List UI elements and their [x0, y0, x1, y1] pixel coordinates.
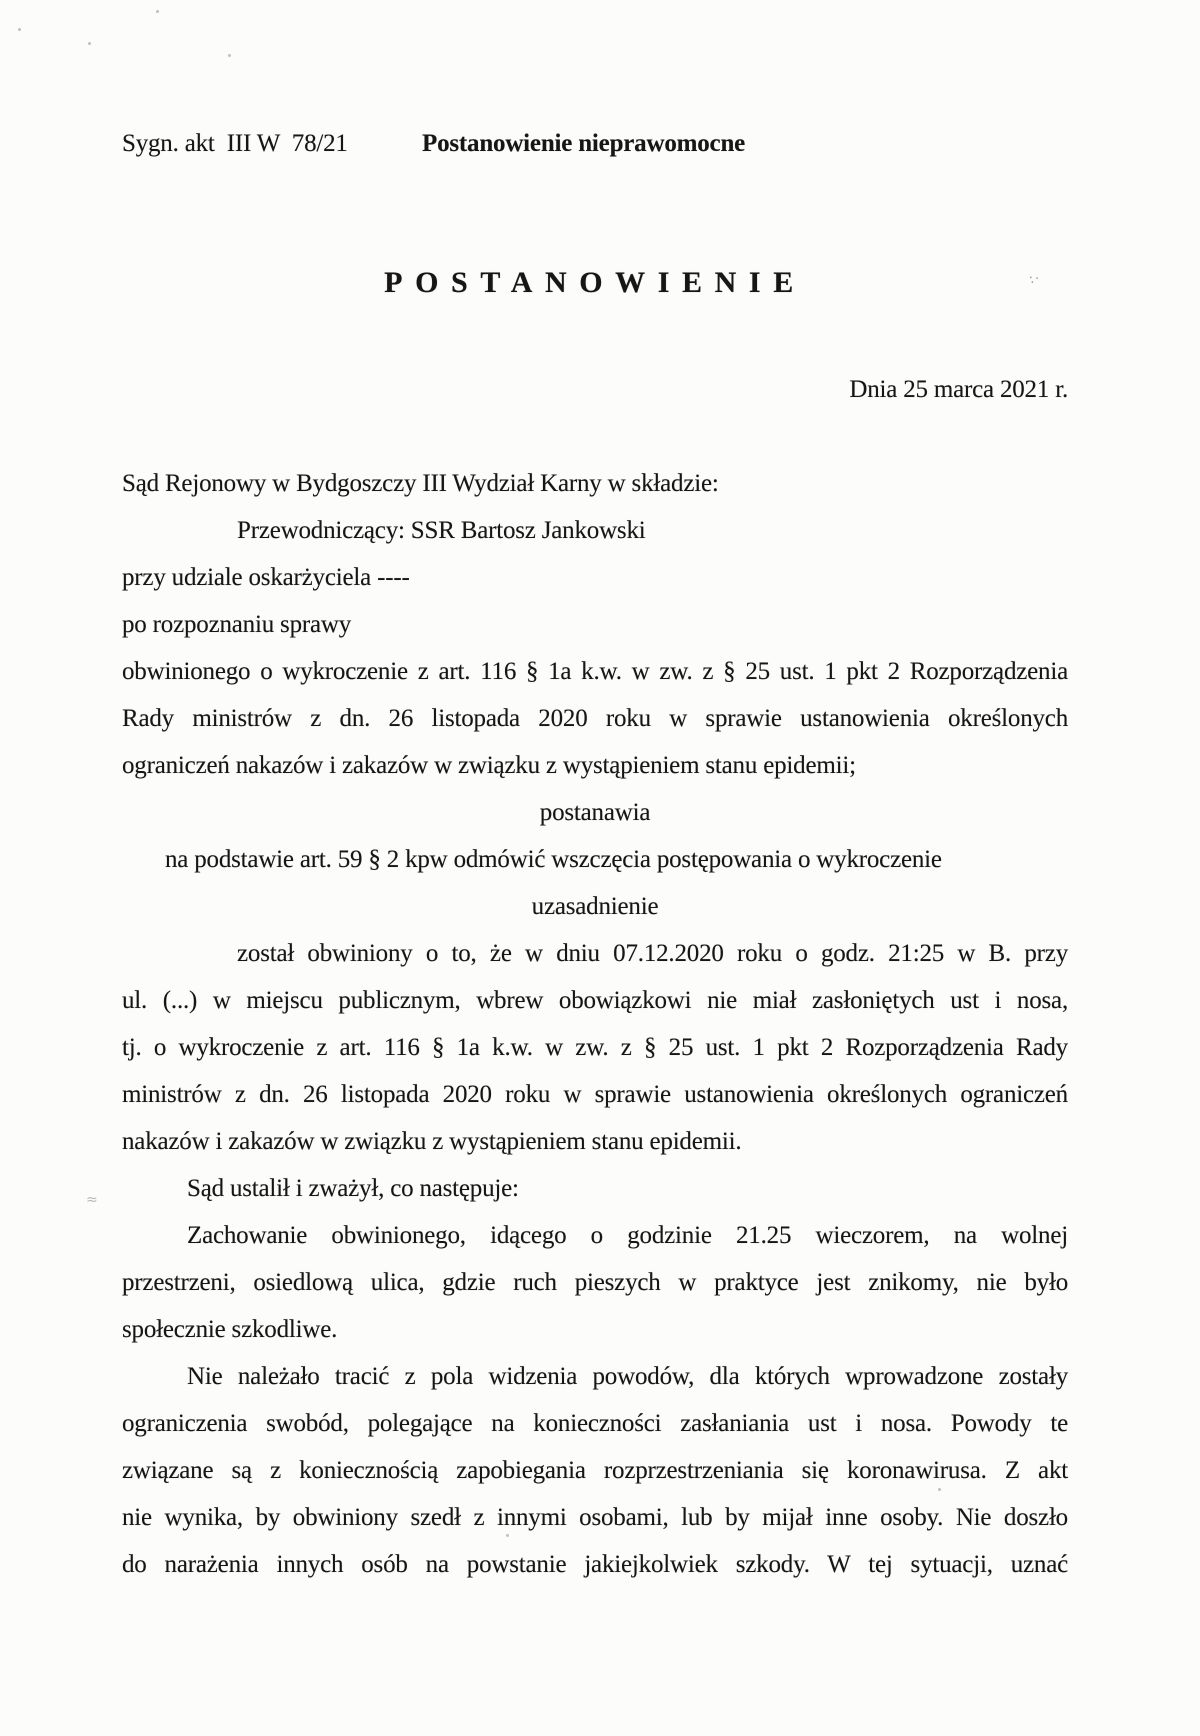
- text-line: Przewodniczący: SSR Bartosz Jankowski: [237, 517, 646, 544]
- text-line: nie wynika, by obwiniony szedł z innymi osobami, lub by mijał inne osoby. Nie doszło: [122, 1504, 1068, 1531]
- document-title: POSTANOWIENIE: [384, 266, 806, 299]
- text-line: został obwiniony o to, że w dniu 07.12.2020 roku o godz. 21:25 w B. przy: [237, 940, 1068, 967]
- text-line: związane są z koniecznością zapobiegania rozprzestrzeniania się koronawirusa. Z akt: [122, 1457, 1068, 1484]
- text-line: ministrów z dn. 26 listopada 2020 roku w sprawie ustanowienia określonych ograniczeń: [122, 1081, 1068, 1108]
- text-line: Rady ministrów z dn. 26 listopada 2020 roku w sprawie ustanowienia określonych: [122, 705, 1068, 732]
- text-line: ul. (...) w miejscu publicznym, wbrew obowiązkowi nie miał zasłoniętych ust i nosa,: [122, 987, 1068, 1014]
- case-number: Sygn. akt III W 78/21: [122, 130, 348, 157]
- text-line: przy udziale oskarżyciela ----: [122, 564, 410, 591]
- text-line: ograniczeń nakazów i zakazów w związku z wystąpieniem stanu epidemii;: [122, 752, 856, 779]
- scan-speck: [88, 42, 91, 45]
- title-line: [122, 259, 1068, 308]
- decision-status: Postanowienie nieprawomocne: [422, 130, 746, 157]
- text-line: Sąd ustalił i zważył, co następuje:: [187, 1175, 519, 1202]
- text-line: Zachowanie obwinionego, idącego o godzinie 21.25 wieczorem, na wolnej: [187, 1222, 1068, 1249]
- ruling-keyword-line: postanawia: [539, 799, 651, 826]
- scan-speck: [228, 54, 231, 57]
- date-line: Dnia 25 marca 2021 r.: [849, 376, 1068, 403]
- text-line: społecznie szkodliwe.: [122, 1316, 338, 1343]
- scan-squiggle: ≈: [86, 1192, 98, 1208]
- text-line: po rozpoznaniu sprawy: [122, 611, 352, 638]
- text-line: na podstawie art. 59 § 2 kpw odmówić wszczęcia postępowania o wykroczenie: [165, 846, 942, 873]
- text-line: do narażenia innych osób na powstanie jakiejkolwiek szkody. W tej sytuacji, uznać: [122, 1551, 1068, 1578]
- scan-smudge: ∶·: [1027, 270, 1044, 289]
- document-text-block: [122, 120, 1068, 1588]
- text-line: Nie należało tracić z pola widzenia powodów, dla których wprowadzone zostały: [187, 1363, 1068, 1390]
- justification-keyword-line: uzasadnienie: [531, 893, 659, 920]
- text-line: ograniczenia swobód, polegające na konieczności zasłaniania ust i nosa. Powody te: [122, 1410, 1068, 1437]
- text-line: tj. o wykroczenie z art. 116 § 1a k.w. w zw. z § 25 ust. 1 pkt 2 Rozporządzenia Rady: [122, 1034, 1068, 1061]
- scan-speck: [156, 10, 159, 13]
- case-header-line: [122, 120, 1068, 167]
- scan-speck: [18, 28, 21, 31]
- text-line: przestrzeni, osiedlową ulica, gdzie ruch pieszych w praktyce jest znikomy, nie było: [122, 1269, 1068, 1296]
- text-line: Sąd Rejonowy w Bydgoszczy III Wydział Karny w składzie:: [122, 470, 719, 497]
- text-line: nakazów i zakazów w związku z wystąpieniem stanu epidemii.: [122, 1128, 742, 1155]
- text-line: obwinionego o wykroczenie z art. 116 § 1a k.w. w zw. z § 25 ust. 1 pkt 2 Rozporządzenia: [122, 658, 1068, 685]
